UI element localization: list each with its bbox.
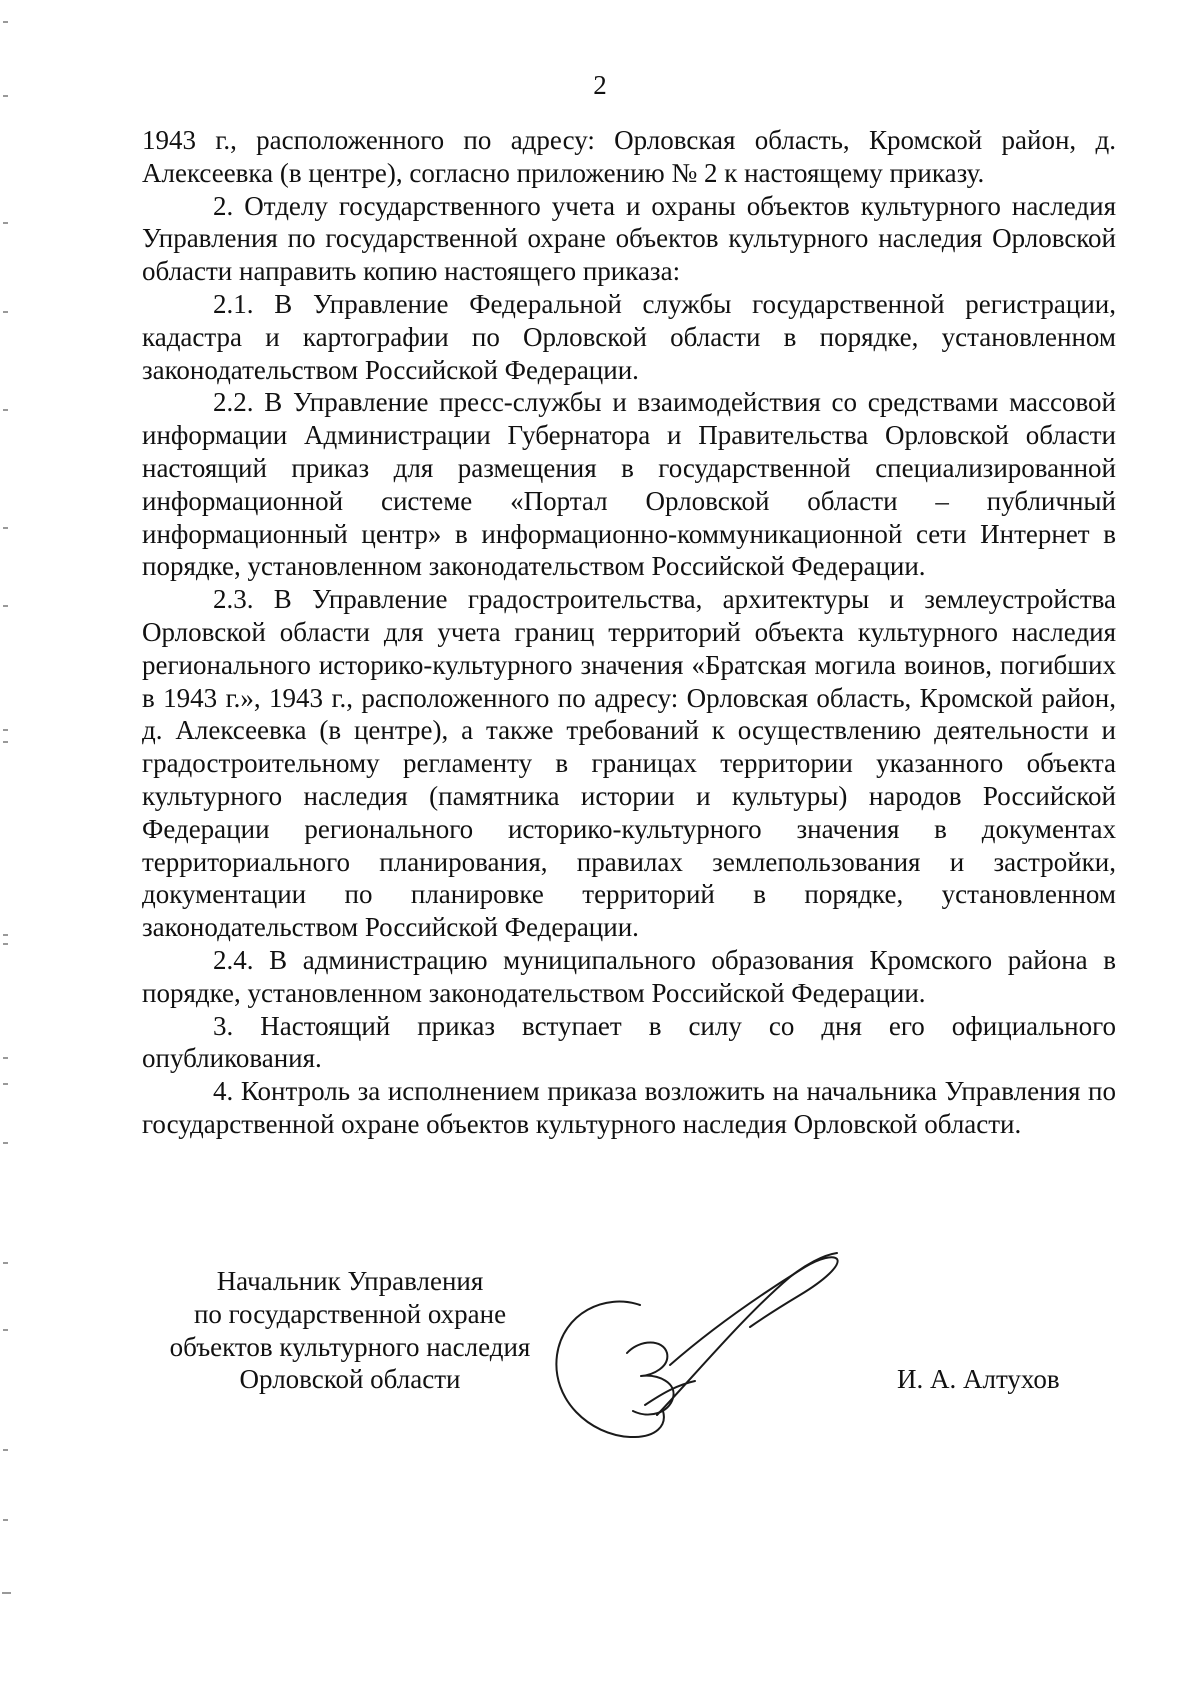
signatory-title-line: объектов культурного наследия <box>169 1331 531 1362</box>
paragraph-item-4: 4. Контроль за исполнением приказа возложить на начальника Управления по государственной охране объектов культурного наследия Орловской области. <box>142 1076 1116 1139</box>
signatory-title <box>150 1265 550 1396</box>
paragraph-item-2-2: 2.2. В Управление пресс-службы и взаимодействия со средствами массовой информации Администрации Губернатора и Правительства Орловской области настоящий приказ для размещения в государственной специализированной информационной системе «Портал Орловской области – публичный информационный центр» в информационно-коммуникационной сети Интернет в порядке, установленном законодательством Российской Федерации. <box>142 387 1116 582</box>
paragraph-item-2-4: 2.4. В администрацию муниципального образования Кромского района в порядке, установленном законодательством Российской Федерации. <box>142 944 1116 1008</box>
signatory-title-line: Начальник Управления <box>216 1266 484 1296</box>
page-number: 2 <box>593 70 607 100</box>
paragraph-item-3: 3. Настоящий приказ вступает в силу со дня его официального опубликования. <box>142 1010 1116 1074</box>
paragraph-item-2-3: 2.3. В Управление градостроительства, архитектуры и землеустройства Орловской области для учета границ территорий объекта культурного наследия регионального историко-культурного значения «Братская могила воинов, погибших в 1943 г.», 1943 г., расположенного по адресу: Орловская область, Кромской район, д. Алексеевка (в центре), а также требований к осуществлению деятельности и градостроительному регламенту в границах территории указанного объекта культурного наследия (памятника истории и культуры) народов Российской Федерации регионального историко-культурного значения в документах территориального планирования, правилах землепользования и застройки, документации по планировке территорий в порядке, установленном законодательством Российской Федерации. <box>142 584 1116 943</box>
signer-name: И. А. Алтухов <box>897 1364 1060 1394</box>
signatory-title-line: по государственной охране <box>193 1298 507 1329</box>
order-body <box>142 124 1116 1141</box>
paragraph-item-2-1: 2.1. В Управление Федеральной службы государственной регистрации, кадастра и картографии по Орловской области в порядке, установленном законодательством Российской Федерации. <box>142 288 1116 385</box>
signatory-title-line: Орловской области <box>239 1364 461 1395</box>
scan-margin-marks <box>0 0 14 1697</box>
handwritten-signature <box>545 1235 865 1445</box>
paragraph-item-2: 2. Отделу государственного учета и охраны объектов культурного наследия Управления по государственной охране объектов культурного наследия Орловской области направить копию настоящего приказа: <box>142 190 1116 287</box>
paragraph-continuation: 1943 г., расположенного по адресу: Орловская область, Кромской район, д. Алексеевка (в центре), согласно приложению № 2 к настоящему приказу. <box>142 125 1116 188</box>
